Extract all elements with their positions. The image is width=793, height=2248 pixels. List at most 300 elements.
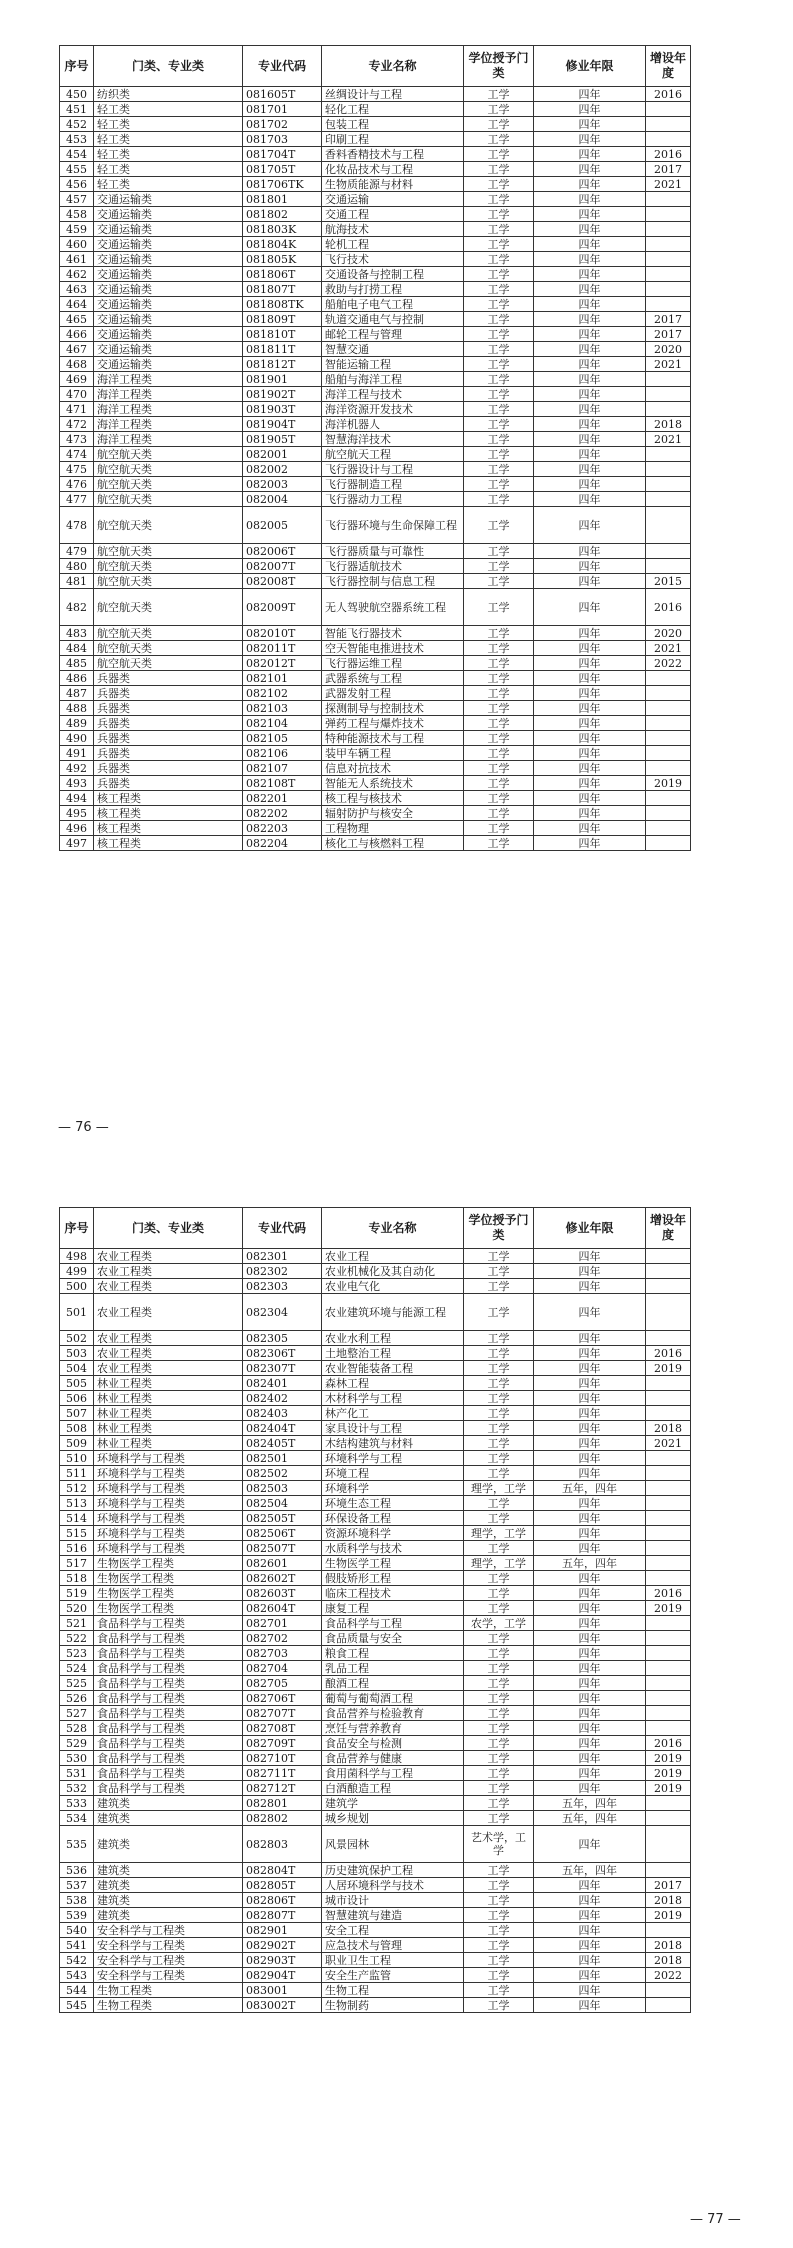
year-added-cell: 2018 [646,1953,691,1968]
table-row [60,222,691,237]
year-added-cell: 2017 [646,162,691,177]
seq-cell: 463 [60,282,94,297]
table-row [60,1376,691,1391]
seq-cell: 531 [60,1766,94,1781]
major-name-cell: 食品科学与工程 [322,1616,464,1631]
seq-cell: 521 [60,1616,94,1631]
major-name-cell: 飞行技术 [322,252,464,267]
major-name-cell: 粮食工程 [322,1646,464,1661]
duration-cell: 四年 [534,267,646,282]
duration-cell: 四年 [534,1586,646,1601]
duration-cell: 四年 [534,836,646,851]
category-cell: 环境科学与工程类 [94,1526,243,1541]
major-name-cell: 土地整治工程 [322,1346,464,1361]
major-name-cell: 智能无人系统技术 [322,776,464,791]
table-row [60,1923,691,1938]
duration-cell: 四年 [534,1766,646,1781]
code-cell: 082805T [243,1878,322,1893]
column-header: 学位授予门类 [464,1208,534,1249]
major-name-cell: 飞行器设计与工程 [322,462,464,477]
table-row [60,544,691,559]
degree-cell: 工学 [464,1391,534,1406]
table-row [60,1691,691,1706]
code-cell: 082904T [243,1968,322,1983]
major-name-cell: 家具设计与工程 [322,1421,464,1436]
column-header: 专业名称 [322,1208,464,1249]
table-row [60,327,691,342]
duration-cell: 四年 [534,574,646,589]
year-added-cell [646,492,691,507]
major-name-cell: 生物医学工程 [322,1556,464,1571]
year-added-cell [646,1249,691,1264]
major-name-cell: 环境工程 [322,1466,464,1481]
duration-cell: 四年 [534,806,646,821]
category-cell: 生物工程类 [94,1998,243,2013]
seq-cell: 542 [60,1953,94,1968]
major-name-cell: 飞行器环境与生命保障工程 [322,507,464,544]
code-cell: 082602T [243,1571,322,1586]
year-added-cell [646,559,691,574]
seq-cell: 527 [60,1706,94,1721]
category-cell: 核工程类 [94,806,243,821]
degree-cell: 工学 [464,222,534,237]
seq-cell: 491 [60,746,94,761]
duration-cell: 四年 [534,87,646,102]
major-name-cell: 海洋资源开发技术 [322,402,464,417]
seq-cell: 503 [60,1346,94,1361]
duration-cell: 四年 [534,1878,646,1893]
degree-cell: 工学 [464,477,534,492]
major-name-cell: 历史建筑保护工程 [322,1863,464,1878]
code-cell: 081806T [243,267,322,282]
year-added-cell: 2016 [646,147,691,162]
category-cell: 生物医学工程类 [94,1601,243,1616]
code-cell: 082706T [243,1691,322,1706]
major-name-cell: 交通工程 [322,207,464,222]
category-cell: 航空航天类 [94,559,243,574]
duration-cell: 四年 [534,1646,646,1661]
duration-cell: 四年 [534,1893,646,1908]
seq-cell: 519 [60,1586,94,1601]
seq-cell: 511 [60,1466,94,1481]
major-name-cell: 轻化工程 [322,102,464,117]
code-cell: 082702 [243,1631,322,1646]
table-row [60,192,691,207]
major-name-cell: 特种能源技术与工程 [322,731,464,746]
duration-cell: 四年 [534,1496,646,1511]
column-header: 专业代码 [243,46,322,87]
year-added-cell [646,507,691,544]
degree-cell: 工学 [464,544,534,559]
duration-cell: 四年 [534,1264,646,1279]
major-name-cell: 包装工程 [322,117,464,132]
seq-cell: 520 [60,1601,94,1616]
seq-cell: 488 [60,701,94,716]
seq-cell: 479 [60,544,94,559]
table-row [60,1968,691,1983]
table-row [60,1601,691,1616]
year-added-cell: 2016 [646,1346,691,1361]
seq-cell: 502 [60,1331,94,1346]
degree-cell: 理学，工学 [464,1526,534,1541]
degree-cell: 工学 [464,417,534,432]
table-row [60,282,691,297]
column-header: 门类、专业类 [94,1208,243,1249]
duration-cell: 四年 [534,1676,646,1691]
table-row [60,357,691,372]
major-name-cell: 酿酒工程 [322,1676,464,1691]
major-name-cell: 核工程与核技术 [322,791,464,806]
duration-cell: 四年 [534,357,646,372]
degree-cell: 工学 [464,1331,534,1346]
duration-cell: 四年 [534,1691,646,1706]
degree-cell: 工学 [464,117,534,132]
duration-cell: 五年，四年 [534,1811,646,1826]
category-cell: 航空航天类 [94,641,243,656]
table-row [60,1331,691,1346]
table-row [60,492,691,507]
year-added-cell: 2019 [646,1766,691,1781]
major-name-cell: 应急技术与管理 [322,1938,464,1953]
table-row [60,1661,691,1676]
seq-cell: 457 [60,192,94,207]
year-added-cell: 2016 [646,87,691,102]
table-row [60,1496,691,1511]
year-added-cell: 2019 [646,776,691,791]
code-cell: 081705T [243,162,322,177]
year-added-cell: 2022 [646,656,691,671]
category-cell: 安全科学与工程类 [94,1968,243,1983]
duration-cell: 四年 [534,312,646,327]
column-header: 增设年度 [646,46,691,87]
degree-cell: 工学 [464,1908,534,1923]
category-cell: 交通运输类 [94,342,243,357]
code-cell: 082404T [243,1421,322,1436]
year-added-cell [646,1571,691,1586]
seq-cell: 456 [60,177,94,192]
duration-cell: 五年，四年 [534,1863,646,1878]
degree-cell: 工学 [464,1863,534,1878]
code-cell: 082705 [243,1676,322,1691]
major-name-cell: 农业机械化及其自动化 [322,1264,464,1279]
category-cell: 食品科学与工程类 [94,1616,243,1631]
degree-cell: 工学 [464,806,534,821]
seq-cell: 472 [60,417,94,432]
degree-cell: 工学 [464,1781,534,1796]
degree-cell: 工学 [464,1571,534,1586]
seq-cell: 473 [60,432,94,447]
category-cell: 林业工程类 [94,1391,243,1406]
duration-cell: 四年 [534,102,646,117]
major-name-cell: 船舶与海洋工程 [322,372,464,387]
year-added-cell: 2018 [646,417,691,432]
table-row [60,1391,691,1406]
degree-cell: 艺术学，工学 [464,1826,534,1863]
year-added-cell [646,1826,691,1863]
year-added-cell [646,462,691,477]
year-added-cell [646,237,691,252]
major-name-cell: 农业工程 [322,1249,464,1264]
year-added-cell [646,1451,691,1466]
major-name-cell: 环境科学 [322,1481,464,1496]
major-name-cell: 农业水利工程 [322,1331,464,1346]
seq-cell: 544 [60,1983,94,1998]
degree-cell: 工学 [464,1691,534,1706]
degree-cell: 工学 [464,716,534,731]
code-cell: 082711T [243,1766,322,1781]
category-cell: 兵器类 [94,701,243,716]
year-added-cell [646,746,691,761]
table-row [60,1998,691,2013]
major-name-cell: 印刷工程 [322,132,464,147]
degree-cell: 工学 [464,1706,534,1721]
code-cell: 082204 [243,836,322,851]
degree-cell: 工学 [464,282,534,297]
code-cell: 081904T [243,417,322,432]
table-row [60,1346,691,1361]
category-cell: 环境科学与工程类 [94,1481,243,1496]
duration-cell: 四年 [534,282,646,297]
table-row [60,1781,691,1796]
seq-cell: 460 [60,237,94,252]
duration-cell: 四年 [534,1571,646,1586]
degree-cell: 工学 [464,731,534,746]
major-name-cell: 假肢矫形工程 [322,1571,464,1586]
year-added-cell: 2016 [646,1586,691,1601]
year-added-cell [646,1631,691,1646]
degree-cell: 工学 [464,776,534,791]
duration-cell: 四年 [534,1601,646,1616]
seq-cell: 482 [60,589,94,626]
code-cell: 082504 [243,1496,322,1511]
seq-cell: 518 [60,1571,94,1586]
table-row [60,1646,691,1661]
degree-cell: 工学 [464,1676,534,1691]
category-cell: 航空航天类 [94,462,243,477]
seq-cell: 513 [60,1496,94,1511]
year-added-cell [646,1721,691,1736]
degree-cell: 工学 [464,1279,534,1294]
major-name-cell: 智慧建筑与建造 [322,1908,464,1923]
duration-cell: 四年 [534,1923,646,1938]
year-added-cell [646,1541,691,1556]
category-cell: 环境科学与工程类 [94,1451,243,1466]
code-cell: 082105 [243,731,322,746]
category-cell: 安全科学与工程类 [94,1938,243,1953]
seq-cell: 541 [60,1938,94,1953]
year-added-cell [646,1691,691,1706]
table-row [60,1766,691,1781]
degree-cell: 工学 [464,1983,534,1998]
category-cell: 兵器类 [94,746,243,761]
table-row [60,1751,691,1766]
category-cell: 食品科学与工程类 [94,1751,243,1766]
category-cell: 食品科学与工程类 [94,1661,243,1676]
major-name-cell: 飞行器制造工程 [322,477,464,492]
category-cell: 农业工程类 [94,1361,243,1376]
seq-cell: 529 [60,1736,94,1751]
code-cell: 081706TK [243,177,322,192]
category-cell: 食品科学与工程类 [94,1781,243,1796]
code-cell: 083002T [243,1998,322,2013]
table-row [60,1294,691,1331]
code-cell: 082004 [243,492,322,507]
code-cell: 082103 [243,701,322,716]
seq-cell: 514 [60,1511,94,1526]
category-cell: 航空航天类 [94,507,243,544]
code-cell: 082807T [243,1908,322,1923]
category-cell: 林业工程类 [94,1436,243,1451]
category-cell: 海洋工程类 [94,432,243,447]
major-name-cell: 环保设备工程 [322,1511,464,1526]
column-header: 增设年度 [646,1208,691,1249]
duration-cell: 四年 [534,1616,646,1631]
year-added-cell [646,1661,691,1676]
degree-cell: 工学 [464,656,534,671]
table-row [60,1586,691,1601]
code-cell: 081803K [243,222,322,237]
major-name-cell: 交通运输 [322,192,464,207]
year-added-cell: 2018 [646,1893,691,1908]
duration-cell: 四年 [534,791,646,806]
degree-cell: 工学 [464,1541,534,1556]
category-cell: 建筑类 [94,1796,243,1811]
duration-cell: 四年 [534,559,646,574]
degree-cell: 工学 [464,1406,534,1421]
category-cell: 林业工程类 [94,1376,243,1391]
seq-cell: 525 [60,1676,94,1691]
year-added-cell [646,117,691,132]
duration-cell: 四年 [534,671,646,686]
degree-cell: 工学 [464,1751,534,1766]
category-cell: 航空航天类 [94,544,243,559]
major-name-cell: 飞行器质量与可靠性 [322,544,464,559]
major-name-cell: 无人驾驶航空器系统工程 [322,589,464,626]
degree-cell: 工学 [464,641,534,656]
duration-cell: 四年 [534,1983,646,1998]
year-added-cell [646,1923,691,1938]
table-row [60,1863,691,1878]
year-added-cell: 2022 [646,1968,691,1983]
seq-cell: 486 [60,671,94,686]
table-row [60,1436,691,1451]
duration-cell: 四年 [534,1826,646,1863]
degree-cell: 工学 [464,402,534,417]
seq-cell: 452 [60,117,94,132]
table-row [60,507,691,544]
major-name-cell: 环境科学与工程 [322,1451,464,1466]
category-cell: 交通运输类 [94,327,243,342]
category-cell: 环境科学与工程类 [94,1466,243,1481]
table-row [60,1878,691,1893]
code-cell: 082703 [243,1646,322,1661]
table-row [60,1721,691,1736]
code-cell: 081801 [243,192,322,207]
degree-cell: 工学 [464,1466,534,1481]
duration-cell: 四年 [534,222,646,237]
degree-cell: 工学 [464,1766,534,1781]
major-catalog-table [59,1207,691,2013]
year-added-cell [646,701,691,716]
category-cell: 兵器类 [94,731,243,746]
degree-cell: 工学 [464,1421,534,1436]
category-cell: 航空航天类 [94,574,243,589]
seq-cell: 464 [60,297,94,312]
duration-cell: 四年 [534,1751,646,1766]
year-added-cell [646,1279,691,1294]
year-added-cell [646,1294,691,1331]
seq-cell: 537 [60,1878,94,1893]
duration-cell: 四年 [534,387,646,402]
major-name-cell: 水质科学与技术 [322,1541,464,1556]
code-cell: 082902T [243,1938,322,1953]
major-name-cell: 风景园林 [322,1826,464,1863]
category-cell: 轻工类 [94,147,243,162]
code-cell: 082104 [243,716,322,731]
seq-cell: 465 [60,312,94,327]
code-cell: 081811T [243,342,322,357]
category-cell: 食品科学与工程类 [94,1706,243,1721]
major-name-cell: 邮轮工程与管理 [322,327,464,342]
degree-cell: 工学 [464,671,534,686]
major-name-cell: 森林工程 [322,1376,464,1391]
seq-cell: 538 [60,1893,94,1908]
major-name-cell: 环境生态工程 [322,1496,464,1511]
degree-cell: 工学 [464,791,534,806]
category-cell: 农业工程类 [94,1294,243,1331]
major-name-cell: 食品安全与检测 [322,1736,464,1751]
category-cell: 林业工程类 [94,1406,243,1421]
category-cell: 生物工程类 [94,1983,243,1998]
year-added-cell [646,297,691,312]
table-row [60,102,691,117]
degree-cell: 工学 [464,1661,534,1676]
category-cell: 生物医学工程类 [94,1571,243,1586]
code-cell: 082102 [243,686,322,701]
category-cell: 交通运输类 [94,237,243,252]
table-row [60,1676,691,1691]
degree-cell: 工学 [464,1376,534,1391]
seq-cell: 468 [60,357,94,372]
seq-cell: 496 [60,821,94,836]
major-name-cell: 飞行器适航技术 [322,559,464,574]
major-name-cell: 智慧海洋技术 [322,432,464,447]
table-row [60,162,691,177]
seq-cell: 507 [60,1406,94,1421]
seq-cell: 454 [60,147,94,162]
year-added-cell [646,192,691,207]
category-cell: 建筑类 [94,1826,243,1863]
degree-cell: 工学 [464,1451,534,1466]
duration-cell: 四年 [534,1736,646,1751]
code-cell: 082203 [243,821,322,836]
duration-cell: 四年 [534,589,646,626]
duration-cell: 四年 [534,342,646,357]
major-name-cell: 城乡规划 [322,1811,464,1826]
table-row [60,1938,691,1953]
seq-cell: 489 [60,716,94,731]
code-cell: 082506T [243,1526,322,1541]
category-cell: 轻工类 [94,132,243,147]
degree-cell: 工学 [464,1436,534,1451]
seq-cell: 508 [60,1421,94,1436]
table-row [60,1983,691,1998]
code-cell: 082710T [243,1751,322,1766]
table-row [60,1736,691,1751]
degree-cell: 工学 [464,1586,534,1601]
table-row [60,559,691,574]
seq-cell: 453 [60,132,94,147]
